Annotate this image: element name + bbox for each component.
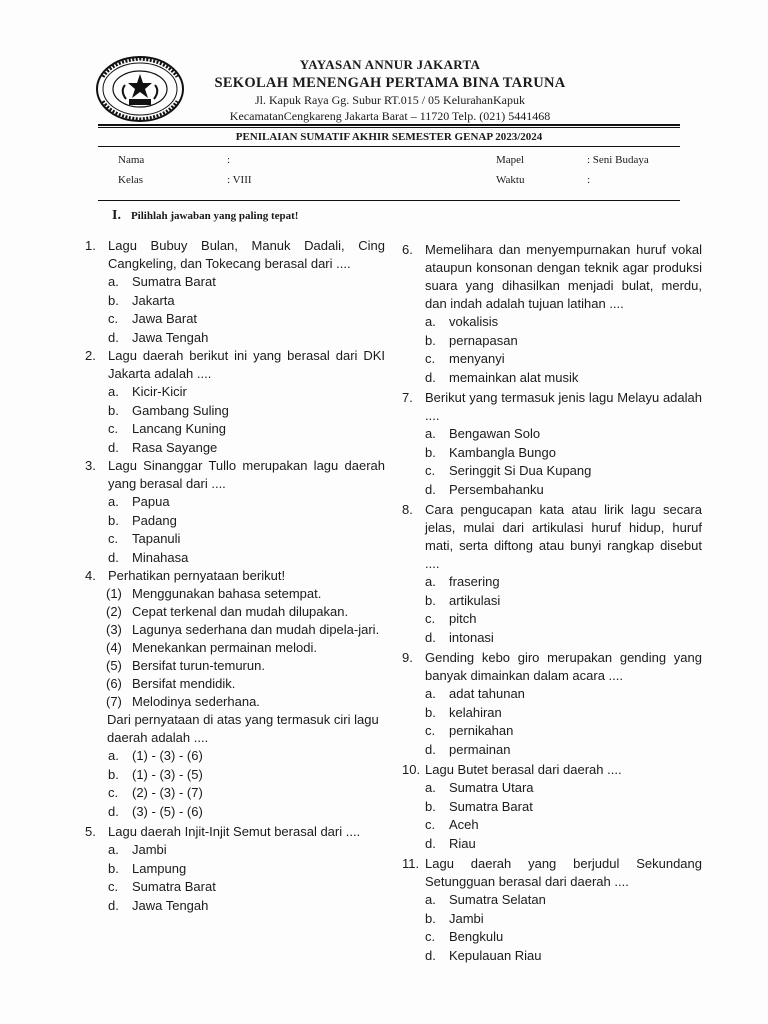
answer-option [402,313,702,332]
option-letter: a. [108,274,119,289]
question-item [402,855,702,965]
question-number: 11. [402,856,420,871]
question-text: Perhatikan pernyataan berikut! [108,568,286,583]
nama-value: : [227,154,231,166]
answer-option [402,741,702,760]
option-letter: a. [108,494,119,509]
answer-option [402,462,702,481]
option-text: (1) - (3) - (6) [132,748,203,763]
option-text: permainan [449,741,511,757]
answer-option [85,803,385,822]
question-number: 6. [402,242,413,257]
statement-item [85,657,385,675]
option-text: Bengkulu [449,929,504,944]
question-text: Lagu daerah yang berjudul Sekundang Setungguan berasal dari daerah .... [425,856,702,889]
waktu-label: Waktu [496,174,525,186]
option-text: Bengawan Solo [449,426,541,441]
option-letter: d. [425,947,436,963]
answer-option [402,592,702,611]
option-letter: b. [425,910,436,926]
option-letter: d. [425,369,436,385]
statement-text: Cepat terkenal dan mudah dilupakan. [132,604,349,619]
option-letter: b. [425,592,436,608]
question-item [402,649,702,759]
school-logo-emblem [95,55,185,123]
identity-divider [98,200,680,201]
answer-option [85,383,385,402]
answer-option [402,816,702,835]
option-letter: a. [425,780,436,795]
option-letter: d. [108,549,119,565]
option-letter: d. [425,629,436,645]
option-text: menyanyi [449,351,505,366]
statement-item [85,639,385,657]
option-letter: b. [108,292,119,308]
statement-item [85,585,385,603]
school-name: SEKOLAH MENENGAH PERTAMA BINA TARUNA [214,75,566,91]
answer-option [402,685,702,704]
option-text: Jawa Barat [132,311,198,326]
option-letter: d. [425,481,436,497]
answer-option [85,310,385,329]
option-letter: a. [425,426,436,441]
option-text: Kepulauan Riau [449,947,542,963]
option-text: Sumatra Utara [449,780,534,795]
option-letter: d. [108,803,119,819]
option-letter: c. [108,421,119,436]
foundation-name: YAYASAN ANNUR JAKARTA [299,57,481,72]
section-heading [112,208,298,224]
statement-number: (5) [106,658,122,673]
question-stem [85,237,385,273]
question-stem [85,347,385,383]
statement-text: Menggunakan bahasa setempat. [132,586,322,601]
kelas-label: Kelas [118,174,144,186]
answer-option [402,704,702,723]
question-column-left [85,237,385,915]
question-item [402,389,702,499]
question-stem [402,649,702,685]
school-address-line-2: KecamatanCengkareng Jakarta Barat – 11720 Telp. (021) 5441468 [229,109,551,123]
statement-text: Menekankan permainan melodi. [132,640,317,655]
answer-option [85,897,385,916]
answer-option [85,841,385,860]
answer-option [85,292,385,311]
option-letter: b. [425,444,436,460]
question-stem [85,457,385,493]
option-text: (2) - (3) - (7) [132,785,203,800]
question-stem [402,761,702,779]
question-text: Gending kebo giro merupakan gending yang banyak dimainkan dalam acara .... [425,650,702,683]
option-text: Jawa Tengah [132,329,209,345]
option-text: Jawa Tengah [132,897,209,913]
answer-option [402,610,702,629]
section-number: I. [112,208,121,223]
question-stem [85,567,385,585]
option-text: Sumatra Barat [132,274,216,289]
option-text: vokalisis [449,314,499,329]
answer-option [402,947,702,966]
question-item [85,823,385,915]
answer-option [402,481,702,500]
answer-option [85,860,385,879]
question-column-right [402,241,702,965]
answer-option [85,530,385,549]
question-text: Cara pengucapan kata atau lirik lagu secara jelas, mulai dari artikulasi huruf hidup, huruf mati, serta diftong atau bunyi rangkap disebut .... [425,502,702,571]
option-letter: d. [108,897,119,913]
answer-option [402,332,702,351]
option-text: (1) - (3) - (5) [132,766,203,782]
answer-option [85,402,385,421]
option-letter: b. [108,402,119,418]
mapel-label: Mapel [496,154,525,166]
answer-option [402,835,702,854]
option-text: Riau [449,835,476,851]
option-letter: b. [425,704,436,720]
option-text: Lancang Kuning [132,421,226,436]
option-text: intonasi [449,629,494,645]
statement-number: (7) [106,694,122,709]
option-letter: d. [108,329,119,345]
answer-option [85,439,385,458]
option-letter: d. [425,741,436,757]
answer-option [85,329,385,348]
statement-item [85,693,385,711]
question-number: 2. [85,348,96,363]
option-letter: c. [108,879,119,894]
question-followup-text: Dari pernyataan di atas yang termasuk ciri lagu daerah adalah .... [107,712,379,745]
option-text: Papua [132,494,170,509]
option-text: Rasa Sayange [132,439,218,455]
question-number: 1. [85,238,96,253]
answer-option [85,512,385,531]
statement-text: Bersifat mendidik. [132,676,236,691]
option-text: Sumatra Selatan [449,892,546,907]
option-text: pernapasan [449,332,518,348]
answer-option [402,798,702,817]
question-stem [85,823,385,841]
exam-title: PENILAIAN SUMATIF AKHIR SEMESTER GENAP 2023/2024 [235,131,543,143]
option-text: Lampung [132,860,187,876]
option-letter: a. [425,686,436,701]
answer-option [85,273,385,292]
statement-text: Lagunya sederhana dan mudah dipela-jari. [132,622,380,637]
statement-number: (6) [106,676,122,691]
question-number: 5. [85,824,96,839]
question-number: 10. [402,762,421,777]
statement-text: Melodinya sederhana. [132,694,260,709]
option-letter: c. [425,817,436,832]
option-letter: a. [108,384,119,399]
answer-option [85,878,385,897]
header-divider-thin [98,127,680,128]
option-letter: c. [425,723,436,738]
question-item [402,501,702,647]
option-text: Sumatra Barat [449,798,533,814]
option-letter: c. [425,929,436,944]
option-letter: b. [425,798,436,814]
option-letter: c. [108,785,119,800]
question-item [85,457,385,567]
option-text: memainkan alat musik [449,369,579,385]
option-text: Minahasa [132,549,189,565]
question-number: 4. [85,568,96,583]
answer-option [402,350,702,369]
question-item [85,347,385,457]
answer-option [402,444,702,463]
option-letter: a. [425,314,436,329]
option-text: artikulasi [449,592,501,608]
answer-option [85,420,385,439]
question-stem [402,389,702,425]
option-letter: c. [425,351,436,366]
answer-option [402,722,702,741]
option-text: Persembahanku [449,481,544,497]
kelas-value: : VIII [227,174,252,186]
option-text: Padang [132,512,177,528]
answer-option [402,928,702,947]
option-letter: c. [425,611,436,626]
title-divider [98,146,680,147]
question-number: 3. [85,458,96,473]
option-text: Gambang Suling [132,402,229,418]
question-text: Berikut yang termasuk jenis lagu Melayu adalah .... [425,390,702,423]
question-number: 7. [402,390,413,405]
option-text: kelahiran [449,704,502,720]
option-text: Jambi [132,842,167,857]
option-letter: d. [425,835,436,851]
answer-option [402,425,702,444]
question-text: Lagu Bubuy Bulan, Manuk Dadali, Cing Cangkeling, dan Tokecang berasal dari .... [108,238,385,271]
answer-option [85,766,385,785]
option-text: Jambi [449,910,484,926]
statement-number: (2) [106,604,122,619]
option-letter: a. [425,574,436,589]
answer-option [85,784,385,803]
statement-item [85,621,385,639]
school-address-line-1: Jl. Kapuk Raya Gg. Subur RT.015 / 05 KelurahanKapuk [254,93,525,107]
question-item [402,761,702,853]
option-letter: c. [108,531,119,546]
section-instruction: Pilihlah jawaban yang paling tepat! [130,210,299,222]
answer-option [402,891,702,910]
statement-number: (4) [106,640,122,655]
option-text: Aceh [449,817,479,832]
option-letter: c. [108,311,119,326]
option-text: Tapanuli [132,531,181,546]
statement-number: (3) [106,622,122,637]
statement-item [85,675,385,693]
option-letter: a. [425,892,436,907]
question-stem [402,241,702,313]
option-text: adat tahunan [449,686,525,701]
statement-text: Bersifat turun-temurun. [132,658,265,673]
option-text: pernikahan [449,723,514,738]
answer-option [402,629,702,648]
option-text: Kicir-Kicir [132,384,187,399]
answer-option [85,747,385,766]
option-letter: a. [108,842,119,857]
question-text: Lagu daerah berikut ini yang berasal dari DKI Jakarta adalah .... [108,348,385,381]
option-letter: b. [108,860,119,876]
option-text: Kambangla Bungo [449,444,556,460]
option-text: Seringgit Si Dua Kupang [449,463,592,478]
option-letter: b. [425,332,436,348]
option-letter: a. [108,748,119,763]
option-text: Jakarta [132,292,175,308]
option-text: pitch [449,611,477,626]
option-text: (3) - (5) - (6) [132,803,203,819]
answer-option [402,779,702,798]
question-item [85,237,385,347]
question-item [402,241,702,387]
question-text: Memelihara dan menyempurnakan huruf vokal ataupun konsonan dengan teknik agar produksi suara yang dihasilkan menjadi bulat, merdu, dan indah adalah tujuan latihan .... [425,242,702,311]
nama-label: Nama [118,154,145,166]
option-text: frasering [449,574,500,589]
option-letter: d. [108,439,119,455]
question-number: 9. [402,650,413,665]
answer-option [402,573,702,592]
statement-item [85,603,385,621]
question-stem [402,501,702,573]
option-text: Sumatra Barat [132,879,216,894]
question-stem [402,855,702,891]
question-item [85,567,385,821]
statement-number: (1) [106,586,122,601]
answer-option [85,549,385,568]
answer-option [85,493,385,512]
mapel-value: : Seni Budaya [587,154,649,166]
header-divider-thick [98,124,680,126]
question-text: Lagu daerah Injit-Injit Semut berasal dari .... [108,824,361,839]
waktu-value: : [587,174,591,186]
option-letter: b. [108,512,119,528]
option-letter: c. [425,463,436,478]
question-text: Lagu Butet berasal dari daerah .... [425,762,622,777]
question-number: 8. [402,502,413,517]
answer-option [402,910,702,929]
option-letter: b. [108,766,119,782]
question-text: Lagu Sinanggar Tullo merupakan lagu daerah yang berasal dari .... [108,458,385,491]
answer-option [402,369,702,388]
